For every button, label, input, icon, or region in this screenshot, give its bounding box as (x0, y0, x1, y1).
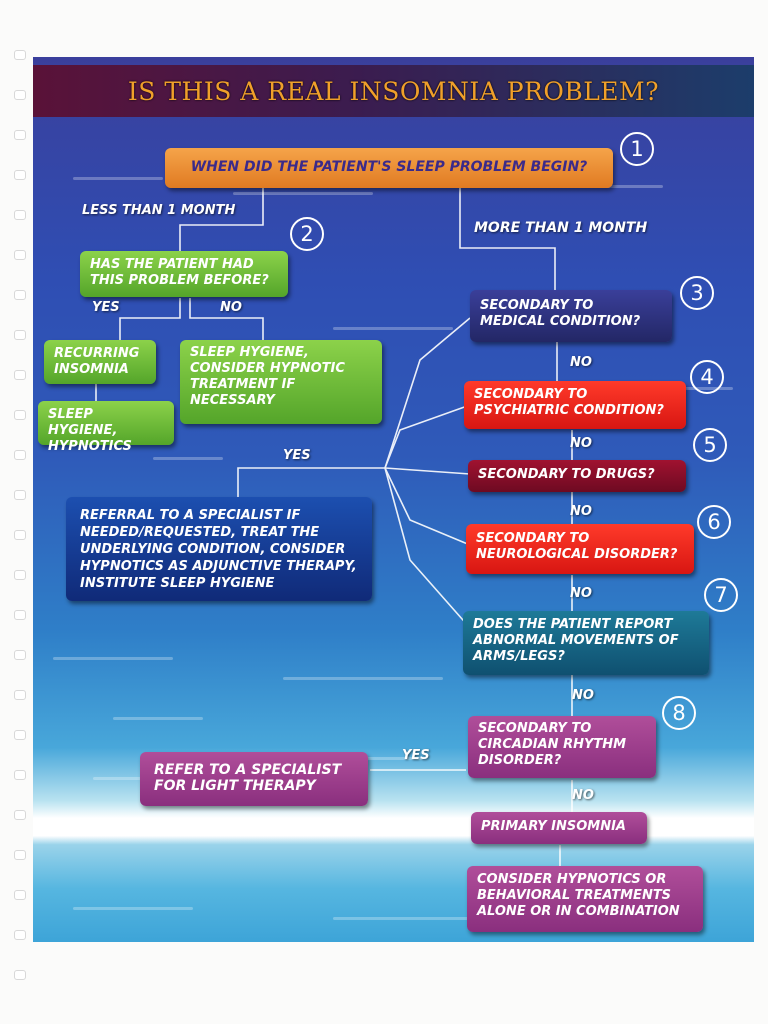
sleep-hygiene-hypnotics-box: SLEEP HYGIENE, HYPNOTICS (38, 401, 174, 445)
less-than-1-month-label: LESS THAN 1 MONTH (82, 203, 236, 218)
circadian-no-label: NO (572, 788, 594, 803)
psychiatric-no-label: NO (570, 436, 592, 451)
drugs-no-label: NO (570, 504, 592, 519)
movements-no-label: NO (572, 688, 594, 703)
recurring-insomnia-box: RECURRING INSOMNIA (44, 340, 156, 384)
step-number-3: 3 (680, 276, 714, 310)
had-problem-before-box: HAS THE PATIENT HAD THIS PROBLEM BEFORE? (80, 251, 288, 297)
medical-no-label: NO (570, 355, 592, 370)
start-question-box: WHEN DID THE PATIENT'S SLEEP PROBLEM BEGIN? (165, 148, 613, 188)
step-number-5: 5 (693, 428, 727, 462)
primary-insomnia-box: PRIMARY INSOMNIA (471, 812, 647, 844)
page-title: IS THIS A REAL INSOMNIA PROBLEM? (127, 77, 660, 106)
step-number-8: 8 (662, 696, 696, 730)
step-number-7: 7 (704, 578, 738, 612)
neurological-no-label: NO (570, 586, 592, 601)
consider-treatments-box: CONSIDER HYPNOTICS OR BEHAVIORAL TREATMENTS ALONE OR IN COMBINATION (467, 866, 703, 932)
step-number-4: 4 (690, 360, 724, 394)
step-number-6: 6 (697, 505, 731, 539)
light-therapy-box: REFER TO A SPECIALIST FOR LIGHT THERAPY (140, 752, 368, 806)
had-before-no-label: NO (220, 300, 242, 315)
sleep-hygiene-consider-box: SLEEP HYGIENE, CONSIDER HYPNOTIC TREATMENT IF NECESSARY (180, 340, 382, 424)
secondary-yes-label: YES (283, 448, 311, 463)
psychiatric-condition-box: SECONDARY TO PSYCHIATRIC CONDITION? (464, 381, 686, 429)
abnormal-movements-box: DOES THE PATIENT REPORT ABNORMAL MOVEMENTS OF ARMS/LEGS? (463, 611, 709, 675)
more-than-1-month-label: MORE THAN 1 MONTH (474, 220, 648, 236)
referral-box: REFERRAL TO A SPECIALIST IF NEEDED/REQUESTED, TREAT THE UNDERLYING CONDITION, CONSIDER HYPNOTICS AS ADJUNCTIVE THERAPY, INSTITUTE SLEEP HYGIENE (66, 497, 372, 601)
circadian-rhythm-box: SECONDARY TO CIRCADIAN RHYTHM DISORDER? (468, 716, 656, 778)
neurological-disorder-box: SECONDARY TO NEUROLOGICAL DISORDER? (466, 524, 694, 574)
medical-condition-box: SECONDARY TO MEDICAL CONDITION? (470, 290, 672, 342)
drugs-box: SECONDARY TO DRUGS? (468, 460, 686, 492)
step-number-1: 1 (620, 132, 654, 166)
circadian-yes-label: YES (402, 748, 430, 763)
step-number-2: 2 (290, 217, 324, 251)
had-before-yes-label: YES (92, 300, 120, 315)
